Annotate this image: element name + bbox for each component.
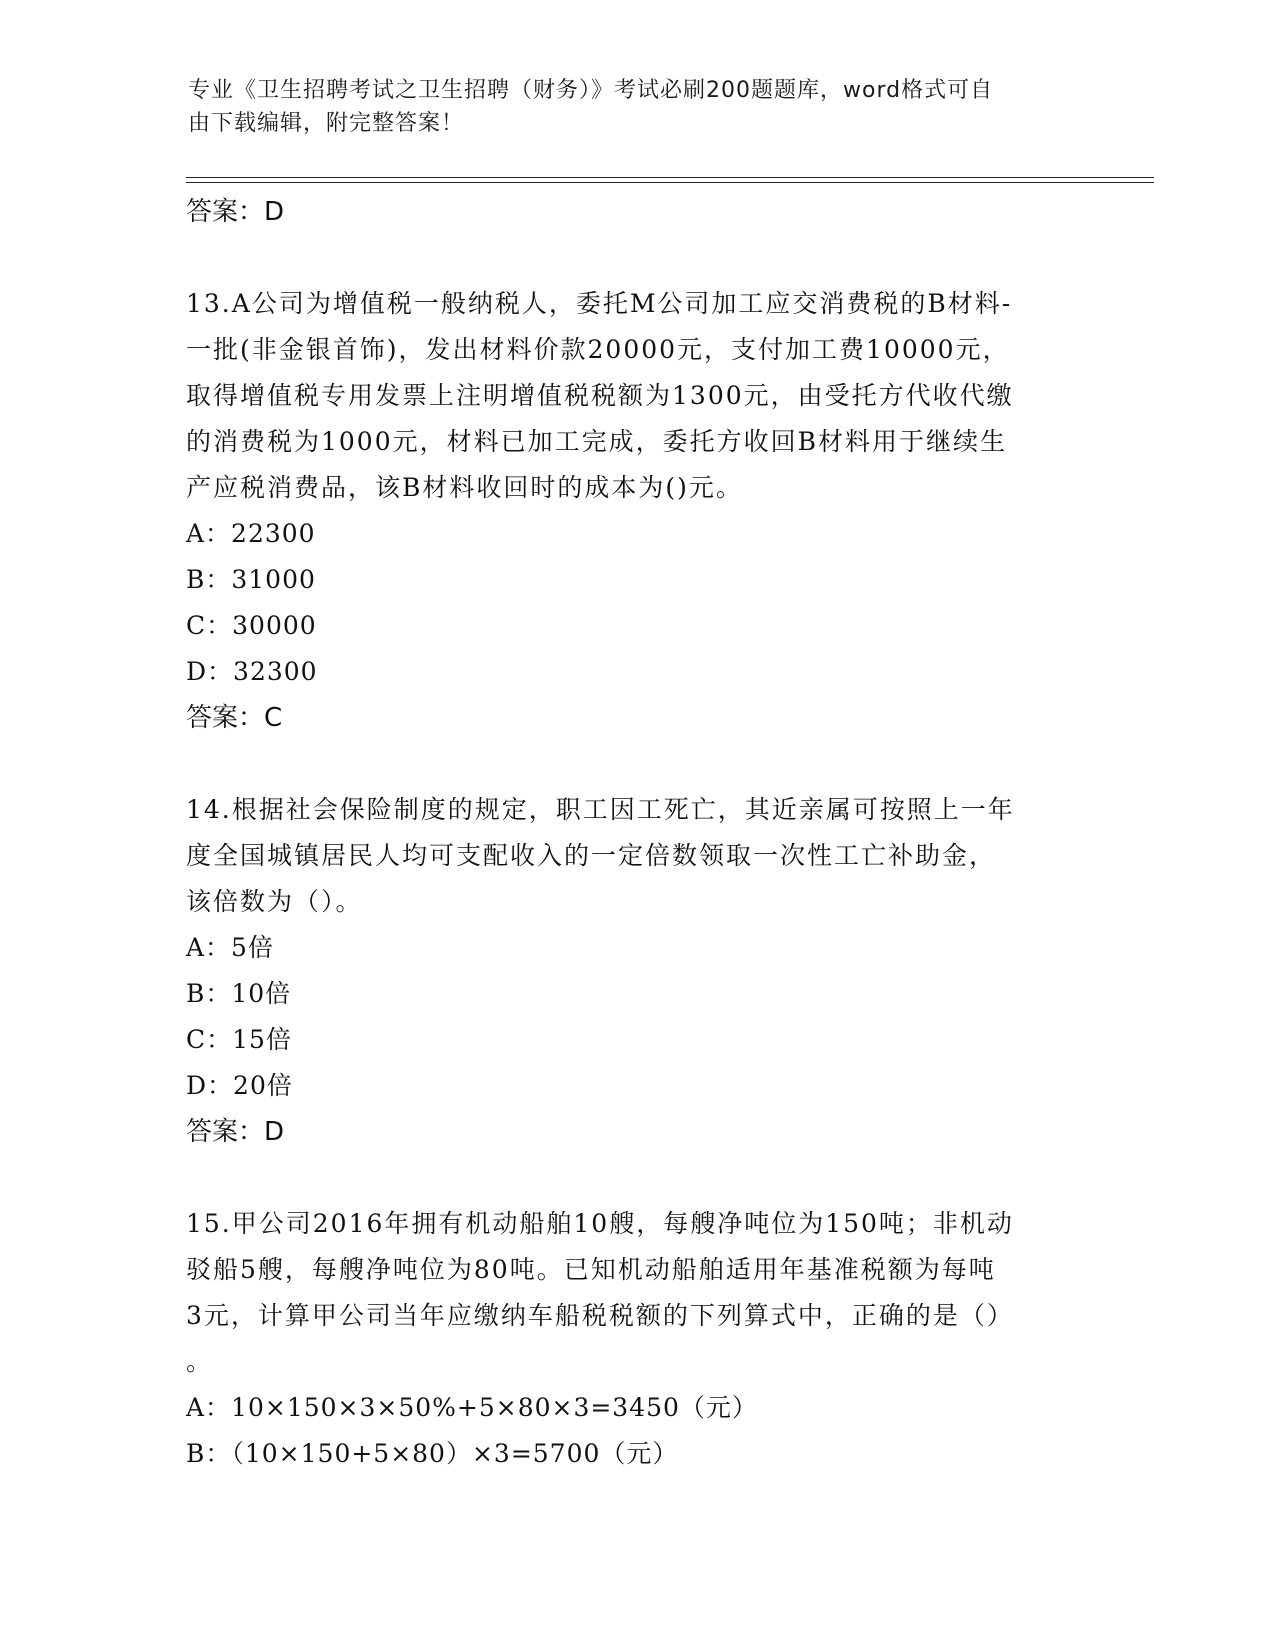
document-body	[186, 189, 1086, 1477]
option-a: A：5倍	[186, 933, 274, 962]
header-divider-top	[186, 177, 1154, 178]
option-c: C：15倍	[186, 1025, 292, 1054]
question-line: 。	[186, 1347, 214, 1376]
header-line-1: 专业《卫生招聘考试之卫生招聘（财务）》考试必刷200题题库，word格式可自	[188, 78, 994, 103]
answer: 答案：D	[186, 1117, 285, 1147]
previous-answer: 答案：D	[186, 197, 285, 227]
option-d: D：32300	[186, 657, 318, 686]
question-line: 取得增值税专用发票上注明增值税税额为1300元，由受托方代收代缴	[186, 381, 1014, 410]
option-a: A：10×150×3×50%+5×80×3=3450（元）	[186, 1393, 758, 1422]
document-header	[188, 74, 1068, 140]
question-line: 产应税消费品，该B材料收回时的成本为()元。	[186, 473, 743, 502]
answer: 答案：C	[186, 703, 283, 733]
option-c: C：30000	[186, 611, 317, 640]
option-b: B：（10×150+5×80）×3=5700（元）	[186, 1439, 679, 1468]
question-line: 度全国城镇居民人均可支配收入的一定倍数领取一次性工亡补助金，	[186, 841, 997, 870]
option-b: B：31000	[186, 565, 316, 594]
option-a: A：22300	[186, 519, 316, 548]
question-13	[186, 281, 1086, 741]
question-line: 该倍数为（）。	[186, 887, 363, 916]
header-divider-bottom	[186, 182, 1154, 183]
option-d: D：20倍	[186, 1071, 293, 1100]
question-15	[186, 1201, 1086, 1477]
question-text	[186, 281, 1066, 511]
question-text	[186, 1201, 1066, 1385]
question-line: 3元，计算甲公司当年应缴纳车船税税额的下列算式中，正确的是（）	[186, 1301, 1014, 1330]
question-line: 一批(非金银首饰)，发出材料价款20000元，支付加工费10000元，	[186, 335, 1010, 364]
question-text	[186, 787, 1066, 925]
header-line-2: 由下载编辑，附完整答案！	[188, 111, 465, 136]
question-line: 14.根据社会保险制度的规定，职工因工死亡，其近亲属可按照上一年	[186, 795, 1015, 824]
question-14	[186, 787, 1086, 1155]
question-line: 13.A公司为增值税一般纳税人，委托M公司加工应交消费税的B材料-	[186, 289, 1013, 318]
option-b: B：10倍	[186, 979, 292, 1008]
question-line: 驳船5艘，每艘净吨位为80吨。已知机动船舶适用年基准税额为每吨	[186, 1255, 996, 1284]
question-line: 的消费税为1000元，材料已加工完成，委托方收回B材料用于继续生	[186, 427, 1007, 456]
question-line: 15.甲公司2016年拥有机动船舶10艘，每艘净吨位为150吨；非机动	[186, 1209, 1014, 1238]
